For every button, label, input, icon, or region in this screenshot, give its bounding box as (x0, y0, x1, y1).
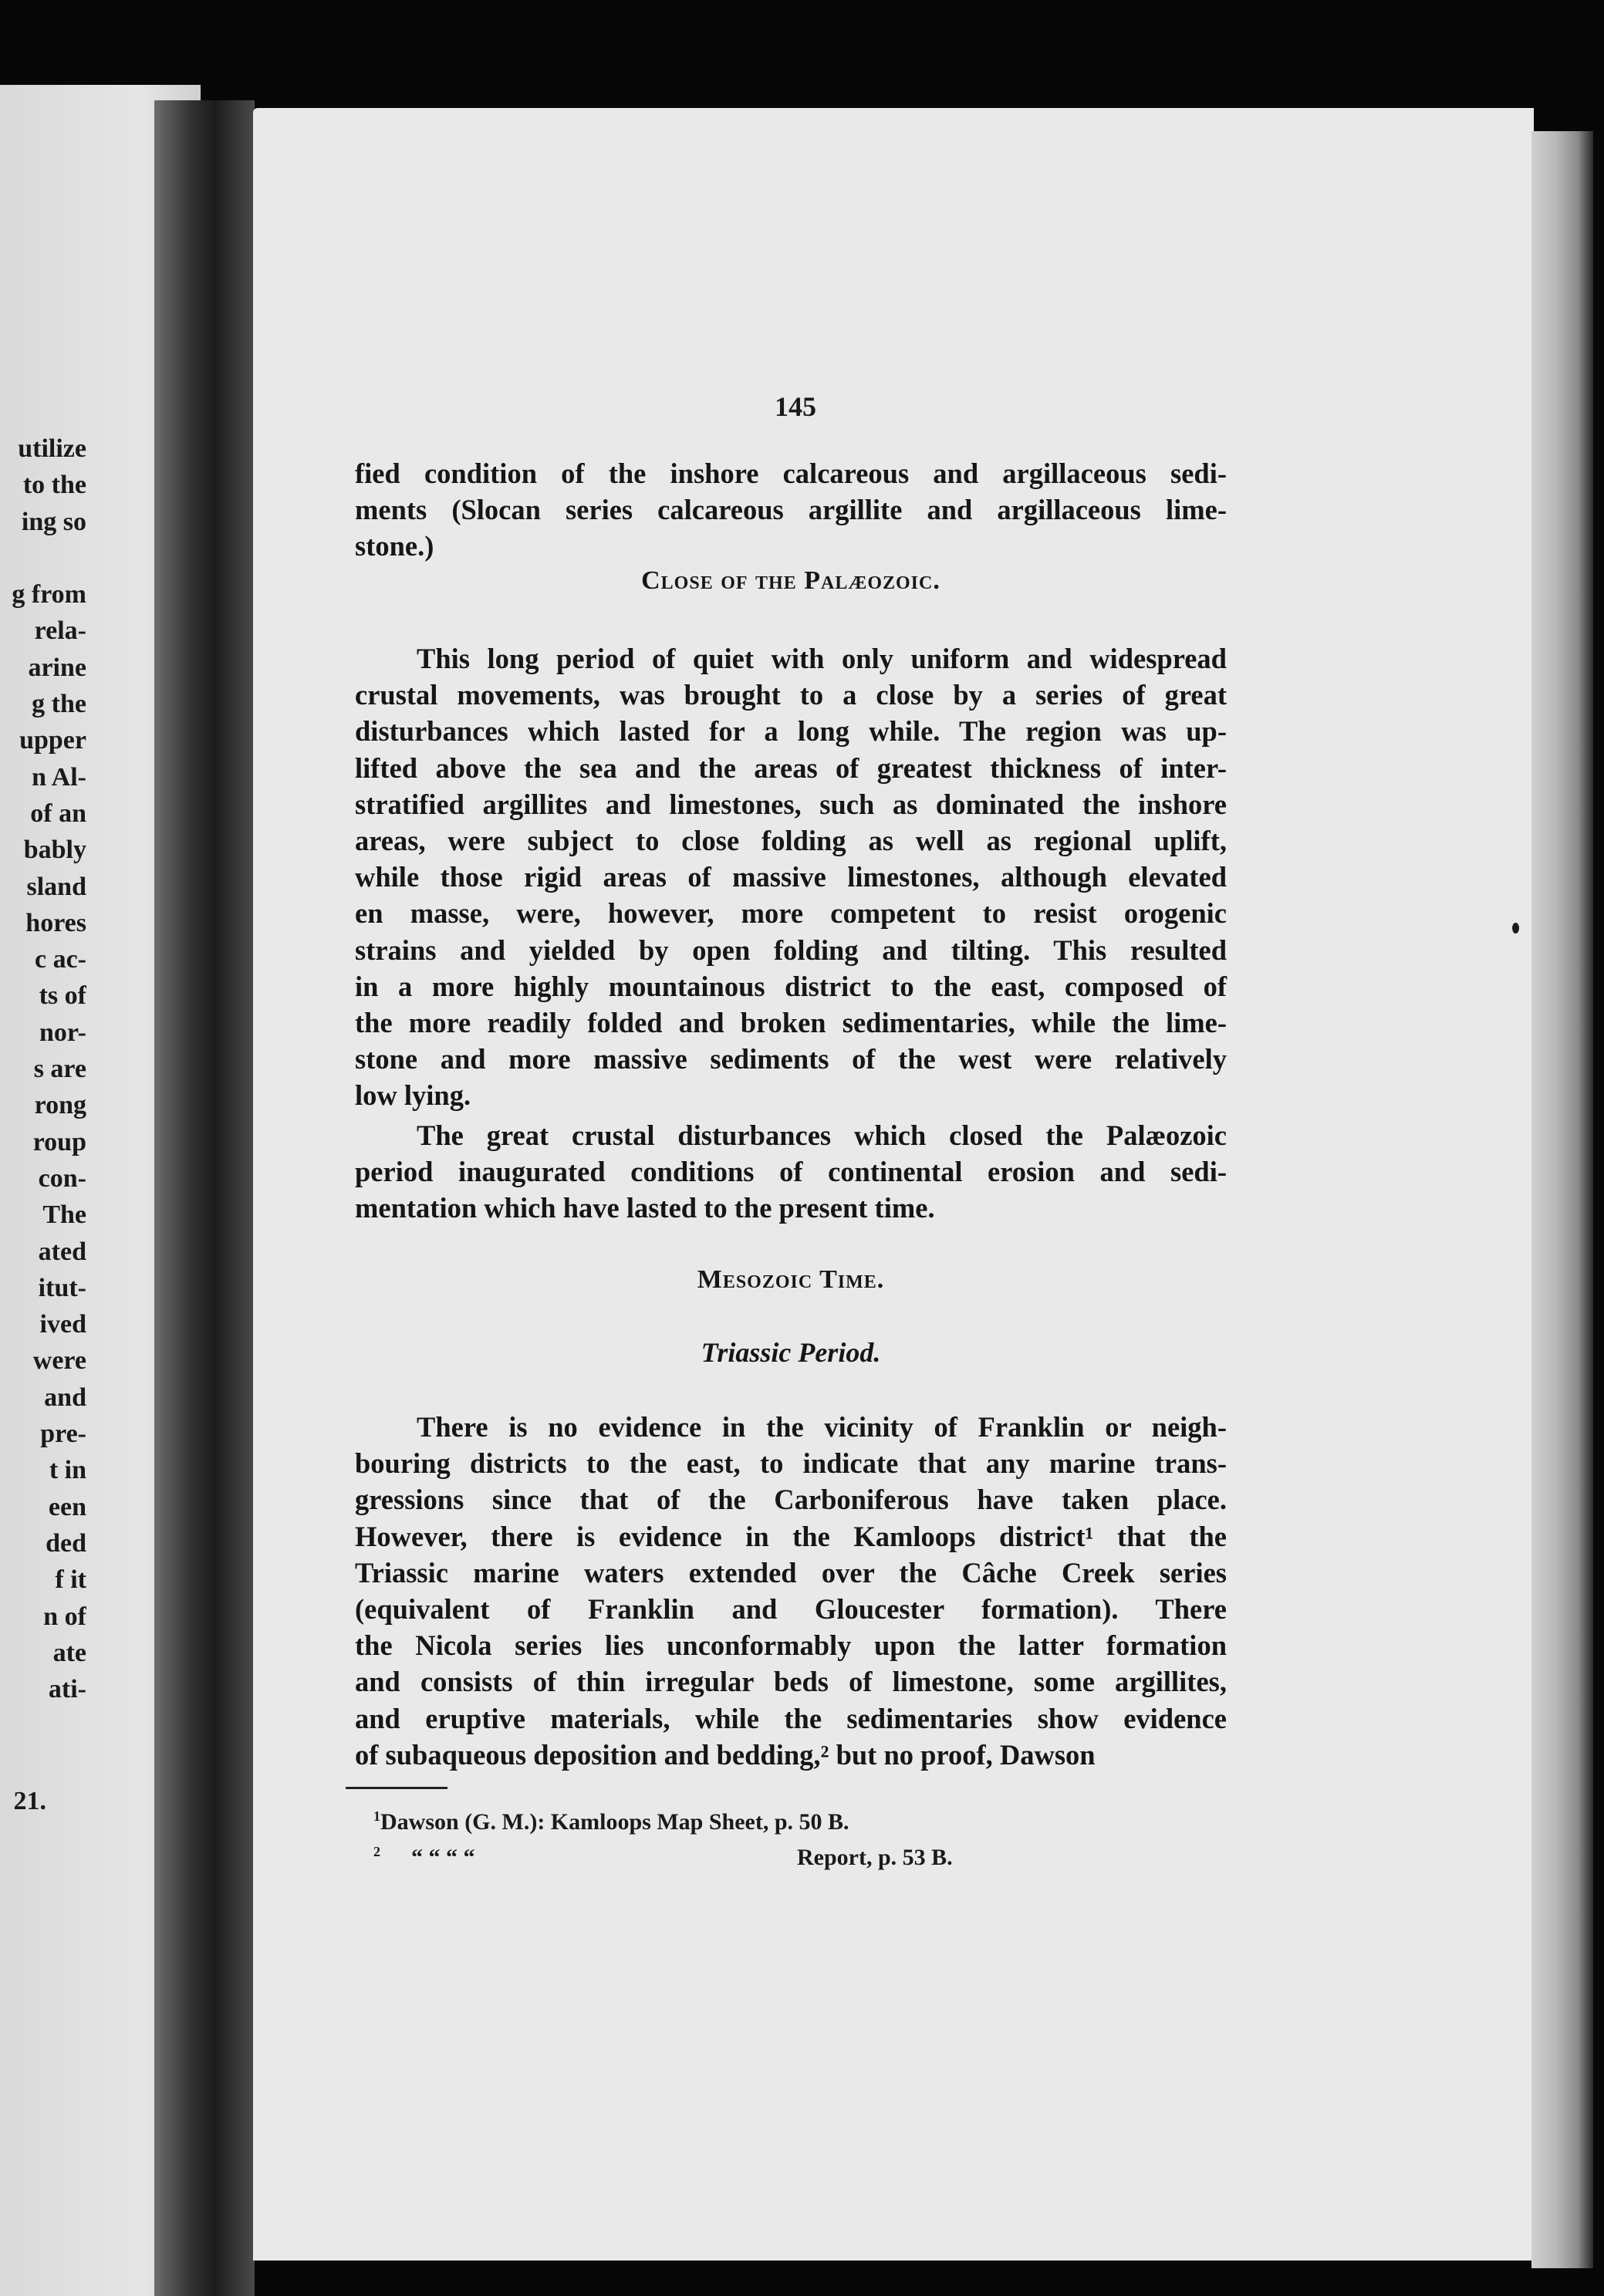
left-page-text-fragments (0, 430, 86, 1707)
left-text-fragment: and (44, 1383, 86, 1412)
text-line: in a more highly mountainous district to the east, composed of (355, 970, 1227, 1002)
left-text-fragment: pre- (40, 1420, 86, 1449)
left-page-footer-fragment: 21. (13, 1787, 46, 1815)
text-line: period inaugurated conditions of continental erosion and sedi- (355, 1156, 1227, 1188)
text-line: lifted above the sea and the areas of greatest thickness of inter- (355, 751, 1227, 784)
left-text-fragment: een (48, 1492, 86, 1521)
footnote-2 (373, 1844, 953, 1871)
text-line: of subaqueous deposition and bedding,² but no proof, Dawson (355, 1738, 1096, 1771)
left-text-fragment: ded (46, 1528, 86, 1558)
left-text-fragment: ts of (39, 981, 86, 1011)
paragraph-continued (355, 455, 1227, 565)
footnote-2-text: Report, p. 53 B. (797, 1845, 953, 1870)
footnote-1 (373, 1808, 849, 1835)
section-heading-mesozoic-time: Mesozoic Time. (697, 1265, 885, 1294)
left-text-fragment: roup (32, 1127, 86, 1156)
left-text-fragment: itut- (38, 1273, 86, 1302)
text-line: and consists of thin irregular beds of limestone, some argillites, (355, 1666, 1227, 1698)
text-line: fied condition of the inshore calcareous and argillaceous sedi- (355, 458, 1227, 489)
left-text-fragment: n Al- (32, 762, 86, 792)
footnote-1-text: Dawson (G. M.): Kamloops Map Sheet, p. 50 B. (380, 1809, 849, 1835)
left-text-fragment: t in (49, 1456, 86, 1485)
text-line: stone and more massive sediments of the west were relatively (355, 1043, 1227, 1075)
text-line: disturbances which lasted for a long while. The region was up- (355, 715, 1227, 748)
left-text-fragment (0, 540, 86, 576)
text-line: areas, were subject to close folding as well as regional uplift, (355, 824, 1227, 856)
paragraph-close-of-palaeozoic (355, 640, 1227, 1113)
left-text-fragment: upper (19, 726, 86, 755)
left-text-fragment: n of (43, 1602, 86, 1631)
left-text-fragment: arine (28, 653, 86, 682)
text-line: There is no evidence in the vicinity of Franklin or neigh- (417, 1411, 1227, 1443)
left-text-fragment: g from (12, 580, 86, 609)
left-text-fragment: ati- (48, 1675, 86, 1704)
left-text-fragment: g the (32, 690, 86, 719)
text-line: The great crustal disturbances which closed the Palæozoic (417, 1119, 1227, 1151)
left-text-fragment: bably (23, 836, 86, 865)
left-text-fragment: ate (52, 1638, 86, 1667)
left-text-fragment: to the (22, 471, 86, 500)
text-line: gressions since that of the Carboniferous have taken place. (355, 1484, 1227, 1516)
book-gutter-shadow (154, 100, 255, 2296)
footnote-2-ditto-marks: “ “ “ “ (411, 1845, 475, 1870)
page-number: 145 (775, 391, 816, 422)
left-text-fragment: ing so (21, 507, 86, 536)
scan-speck (1512, 923, 1519, 934)
subheading-triassic-period: Triassic Period. (701, 1337, 881, 1368)
footnote-rule (346, 1787, 447, 1789)
text-line: the more readily folded and broken sedimentaries, while the lime- (355, 1006, 1227, 1038)
text-line: and eruptive materials, while the sedimentaries show evidence (355, 1702, 1227, 1734)
text-line: This long period of quiet with only uniform and widespread (417, 643, 1227, 674)
left-text-fragment: The (42, 1200, 86, 1230)
text-line: (equivalent of Franklin and Gloucester formation). There (355, 1592, 1227, 1625)
left-text-fragment: c ac- (34, 945, 86, 974)
footnote-1-mark: 1 (373, 1808, 380, 1824)
paragraph-crustal-disturbances (355, 1117, 1227, 1227)
text-line: strains and yielded by open folding and tilting. This resulted (355, 934, 1227, 966)
text-line: bouring districts to the east, to indicate that any marine trans- (355, 1447, 1227, 1480)
text-line: the Nicola series lies unconformably upon the latter formation (355, 1629, 1227, 1662)
left-text-fragment: nor- (39, 1018, 86, 1047)
left-text-fragment: f it (55, 1565, 86, 1595)
left-text-fragment: of an (30, 799, 86, 828)
text-line: while those rigid areas of massive limestones, although elevated (355, 861, 1227, 893)
footnote-2-mark: 2 (373, 1844, 380, 1859)
section-heading-close-of-palaeozoic: Close of the Palæozoic. (641, 566, 940, 595)
left-text-fragment: utilize (18, 434, 86, 463)
text-line: However, there is evidence in the Kamloops district¹ that the (355, 1520, 1227, 1552)
text-line: stratified argillites and limestones, such as dominated the inshore (355, 788, 1227, 820)
left-text-fragment: ated (38, 1237, 86, 1266)
left-text-fragment: s are (33, 1055, 86, 1084)
left-text-fragment: ived (39, 1310, 86, 1339)
left-text-fragment: rong (34, 1091, 86, 1120)
text-line: en masse, were, however, more competent to resist orogenic (355, 897, 1227, 930)
left-text-fragment: were (32, 1346, 86, 1376)
text-line: ments (Slocan series calcareous argillite and argillaceous lime- (355, 494, 1227, 526)
left-text-fragment: sland (26, 872, 86, 901)
page-edge-stack (1531, 131, 1593, 2268)
left-text-fragment: rela- (34, 616, 86, 646)
text-line: stone.) (355, 530, 434, 562)
left-text-fragment: hores (25, 908, 86, 937)
text-line: low lying. (355, 1079, 471, 1112)
text-line: mentation which have lasted to the present time. (355, 1192, 935, 1224)
text-line: crustal movements, was brought to a close by a series of great (355, 679, 1227, 711)
text-line: Triassic marine waters extended over the Câche Creek series (355, 1556, 1227, 1589)
left-text-fragment: con- (38, 1163, 86, 1193)
paragraph-triassic (355, 1409, 1227, 1773)
